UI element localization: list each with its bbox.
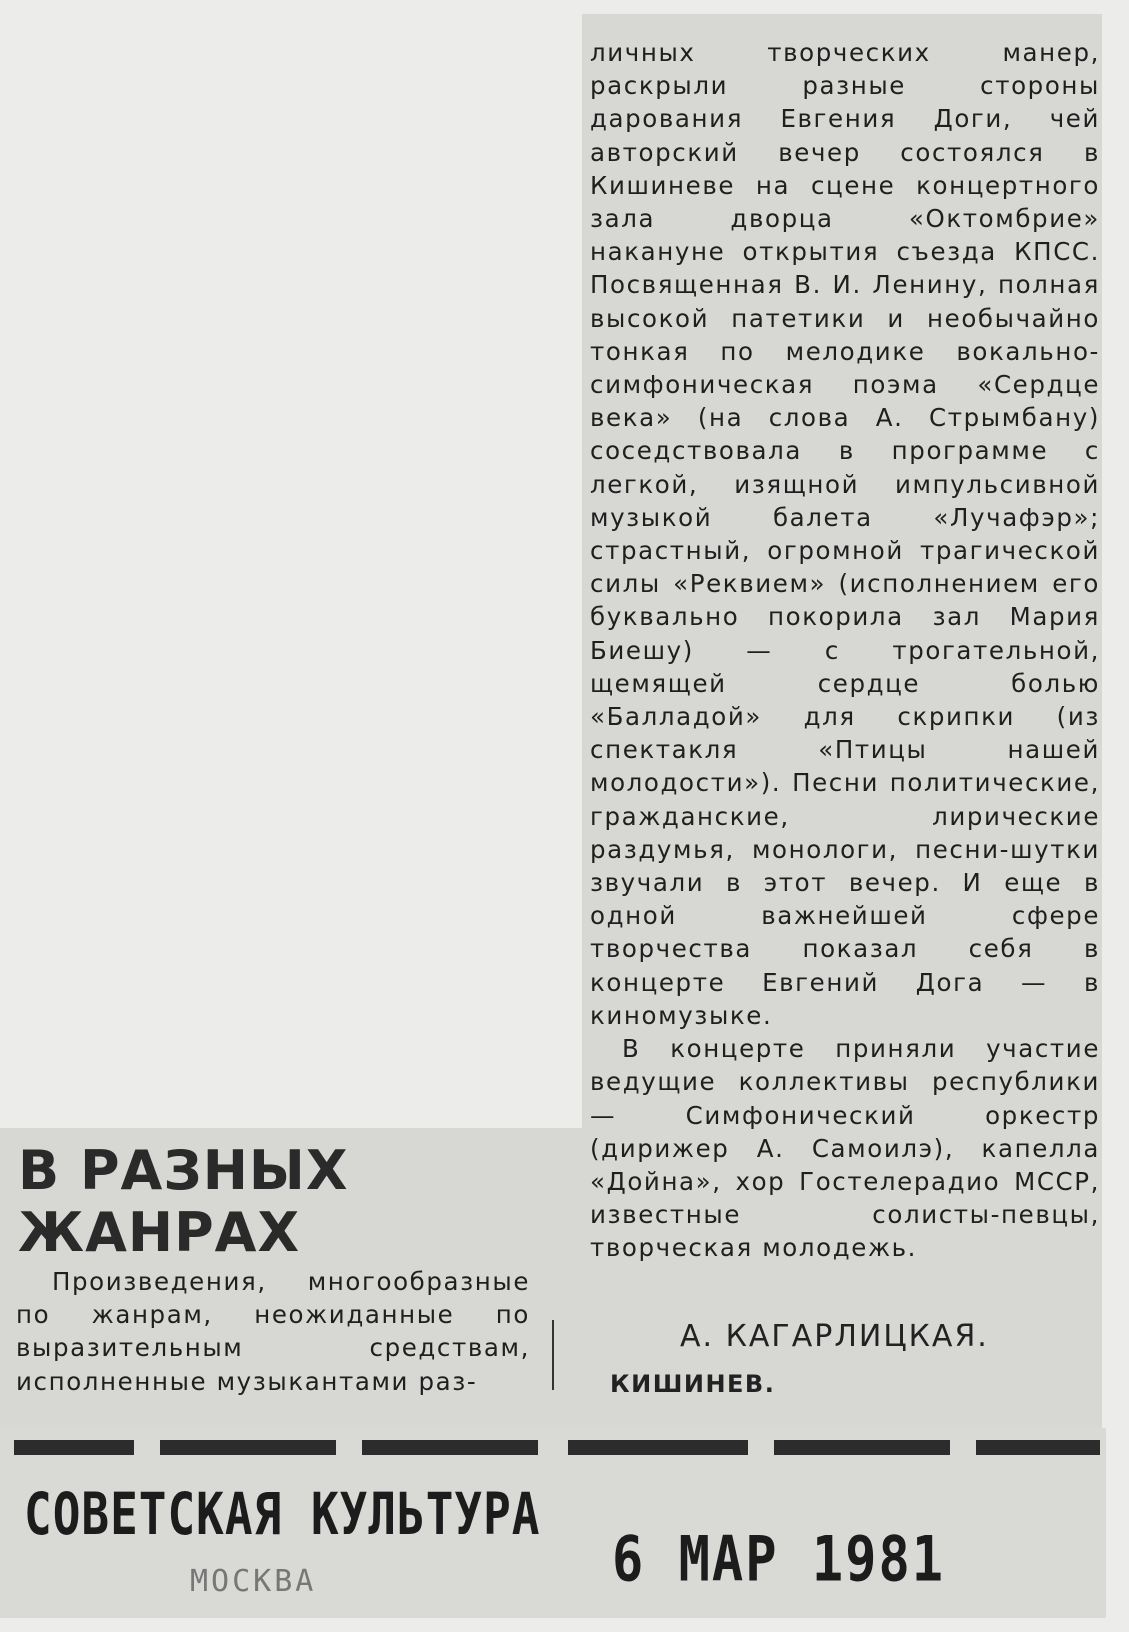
- column-divider: [552, 1320, 554, 1390]
- article-heading: [18, 1140, 558, 1264]
- article-author: А. КАГАРЛИЦКАЯ.: [680, 1319, 989, 1354]
- article-city: КИШИНЕВ.: [610, 1370, 776, 1398]
- article-right-column: [590, 36, 1100, 1265]
- stamp-date: 6 МАР 1981: [612, 1524, 946, 1596]
- stamp-city: МОСКВА: [190, 1564, 317, 1599]
- article-heading-line-2: ЖАНРАХ: [18, 1201, 301, 1264]
- article-paragraph-1: личных творческих манер, раскрыли разные стороны дарования Евгения Доги, чей авторский вечер состоялся в Кишиневе на сцене концертного зала дворца «Октомбрие» накануне открытия съезда КПСС. Посвященная В. И. Ленину, полная высокой патетики и необычайно тонкая по мелодике вокально-симфоническая поэма «Сердце века» (на слова А. Стрымбану) соседствовала в программе с легкой, изящной импульсивной музыкой балета «Лучафэр»; страстный, огромной трагической силы «Реквием» (исполнением его буквально покорила зал Мария Биешу) — с трогательной, щемящей сердце болью «Балладой» для скрипки (из спектакля «Птицы нашей молодости»). Песни политические, гражданские, лирические раздумья, монологи, песни-шутки звучали в этот вечер. И еще в одной важнейшей сфере творчества показал себя в концерте Евгений Дога — в киномузыке.: [590, 38, 1100, 1030]
- article-heading-line-1: В РАЗНЫХ: [18, 1139, 349, 1202]
- dashed-separator: [14, 1440, 1104, 1458]
- article-lead-paragraph: Произведения, многообразные по жанрам, неожиданные по выразительным средствам, исполненные музыкантами раз-: [16, 1267, 530, 1396]
- article-paragraph-2: В концерте приняли участие ведущие коллективы республики — Симфонический оркестр (дирижер А. Самоилэ), капелла «Дойна», хор Гостелерадио МССР, известные солисты-певцы, творческая молодежь.: [590, 1034, 1100, 1263]
- article-left-column: [16, 1265, 530, 1398]
- stamp-newspaper-name: СОВЕТСКАЯ КУЛЬТУРА: [24, 1480, 541, 1548]
